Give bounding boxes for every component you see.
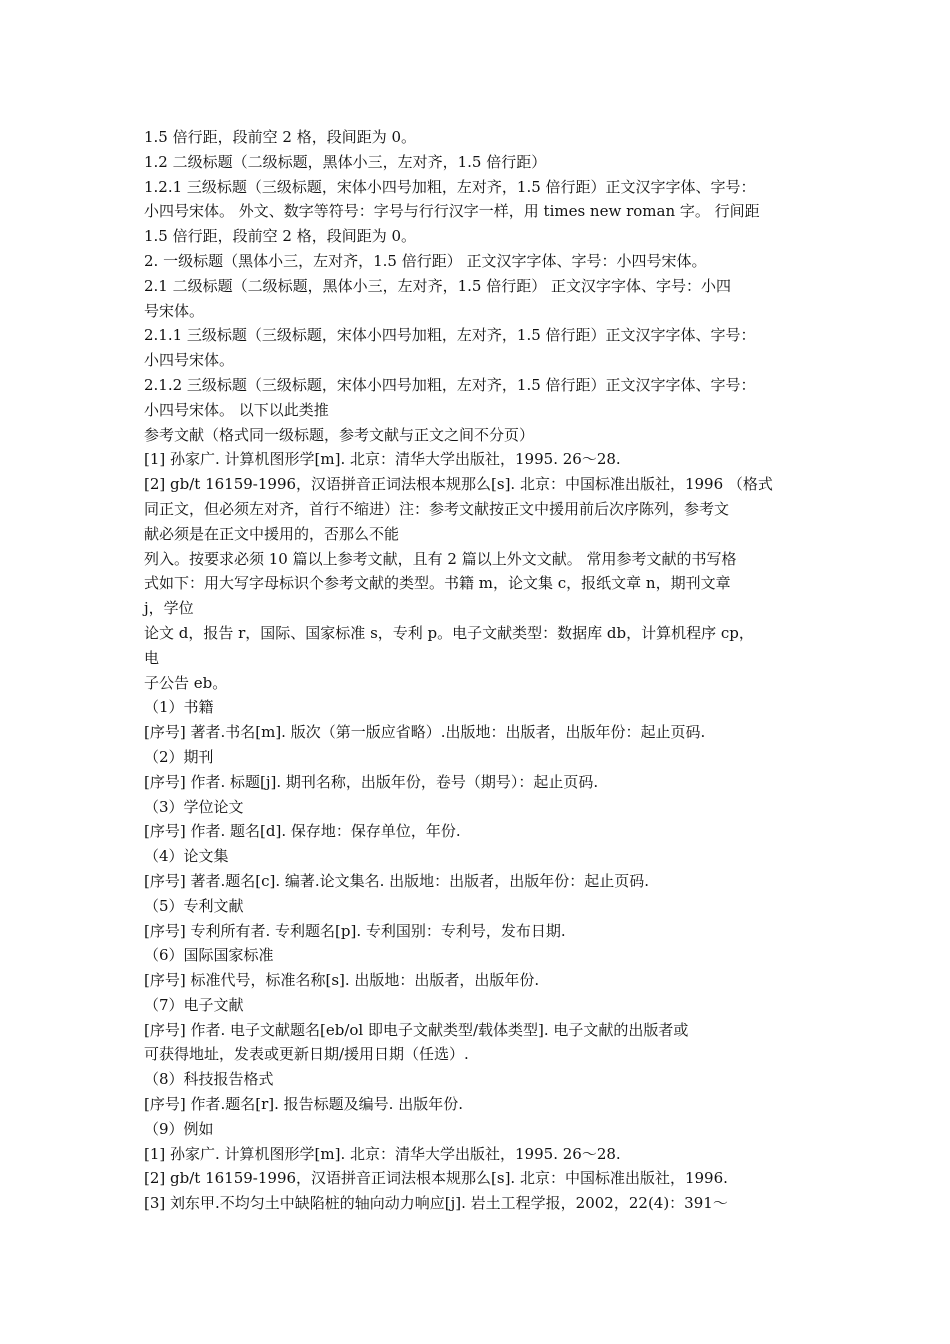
- text-line: 1.2 二级标题（二级标题，黑体小三，左对齐，1.5 倍行距）: [144, 152, 547, 171]
- text-line: [序号] 作者.题名[r]. 报告标题及编号. 出版年份.: [144, 1095, 463, 1114]
- text-line: 1.5 倍行距，段前空 2 格，段间距为 0。: [144, 128, 417, 146]
- text-line: [2] gb/t 16159-1996，汉语拼音正词法根本规那么[s]. 北京：中国标准出版社，1996 （格式: [144, 475, 773, 494]
- text-line: [序号] 专利所有者. 专利题名[p]. 专利国别：专利号，发布日期.: [144, 921, 566, 940]
- text-line: [序号] 著者.书名[m]. 版次（第一版应省略）.出版地：出版者，出版年份：起止页码.: [144, 723, 706, 742]
- text-line: 论文 d，报告 r，国际、国家标准 s，专利 p。电子文献类型：数据库 db，计算机程序 cp，: [144, 623, 754, 642]
- text-line: [3] 刘东甲.不均匀土中缺陷桩的轴向动力响应[j]. 岩土工程学报，2002，22(4)：391～: [144, 1194, 728, 1213]
- text-line: 2.1.2 三级标题（三级标题，宋体小四号加粗，左对齐，1.5 倍行距）正文汉字字体、字号：: [144, 375, 756, 394]
- text-line: 参考文献（格式同一级标题，参考文献与正文之间不分页）: [144, 425, 535, 444]
- text-line: [1] 孙家广. 计算机图形学[m]. 北京：清华大学出版社，1995. 26～28.: [144, 1144, 621, 1163]
- text-line: （5）专利文献: [144, 896, 244, 915]
- text-line: （7）电子文献: [144, 995, 244, 1014]
- text-line: 1.2.1 三级标题（三级标题，宋体小四号加粗，左对齐，1.5 倍行距）正文汉字字体、字号：: [144, 177, 756, 196]
- text-line: （3）学位论文: [144, 797, 244, 816]
- text-line: 小四号宋体。: [144, 351, 235, 370]
- text-line: （8）科技报告格式: [144, 1070, 274, 1089]
- text-line: 献必须是在正文中援用的，否那么不能: [144, 524, 400, 543]
- text-line: [2] gb/t 16159-1996，汉语拼音正词法根本规那么[s]. 北京：中国标准出版社，1996.: [144, 1169, 728, 1188]
- text-line: 2.1.1 三级标题（三级标题，宋体小四号加粗，左对齐，1.5 倍行距）正文汉字字体、字号：: [144, 326, 756, 345]
- text-line: 子公告 eb。: [144, 673, 228, 692]
- text-line: 1.5 倍行距，段前空 2 格，段间距为 0。: [144, 227, 417, 246]
- text-line: 2. 一级标题（黑体小三，左对齐，1.5 倍行距） 正文汉字字体、字号：小四号宋体。: [144, 251, 707, 270]
- text-line: [序号] 作者. 电子文献题名[eb/ol 即电子文献类型/载体类型]. 电子文献的出版者或: [144, 1020, 689, 1039]
- text-line: （1）书籍: [144, 698, 214, 717]
- text-line: [序号] 作者. 标题[j]. 期刊名称，出版年份，卷号（期号）：起止页码.: [144, 772, 599, 791]
- text-line: j，学位: [144, 599, 194, 618]
- text-line: 电: [144, 648, 160, 667]
- text-line: 2.1 二级标题（二级标题，黑体小三，左对齐，1.5 倍行距） 正文汉字字体、字号：小四: [144, 276, 732, 295]
- text-line: 小四号宋体。 以下以此类推: [144, 400, 329, 419]
- text-line: （6）国际国家标准: [144, 946, 274, 965]
- text-line: [序号] 作者. 题名[d]. 保存地：保存单位，年份.: [144, 822, 461, 841]
- text-line: 列入。按要求必须 10 篇以上参考文献，且有 2 篇以上外文文献。 常用参考文献的书写格: [144, 549, 737, 568]
- document-body: [144, 125, 820, 1216]
- text-line: （4）论文集: [144, 847, 229, 866]
- text-line: 式如下：用大写字母标识个参考文献的类型。书籍 m，论文集 c，报纸文章 n，期刊文章: [144, 574, 731, 593]
- text-line: [序号] 著者.题名[c]. 编著.论文集名. 出版地：出版者，出版年份：起止页码.: [144, 871, 649, 890]
- text-line: （2）期刊: [144, 747, 214, 766]
- text-line: [序号] 标准代号，标准名称[s]. 出版地：出版者，出版年份.: [144, 971, 540, 990]
- text-line: 号宋体。: [144, 301, 205, 320]
- text-line: 可获得地址，发表或更新日期/援用日期（任选）.: [144, 1045, 469, 1064]
- text-line: 小四号宋体。 外文、数字等符号：字号与行行汉字一样，用 times new roman 字。 行间距: [144, 202, 760, 221]
- text-line: （9）例如: [144, 1119, 214, 1138]
- text-line: 同正文，但必须左对齐，首行不缩进）注：参考文献按正文中援用前后次序陈列，参考文: [144, 499, 730, 518]
- text-line: [1] 孙家广. 计算机图形学[m]. 北京：清华大学出版社，1995. 26～28.: [144, 450, 621, 469]
